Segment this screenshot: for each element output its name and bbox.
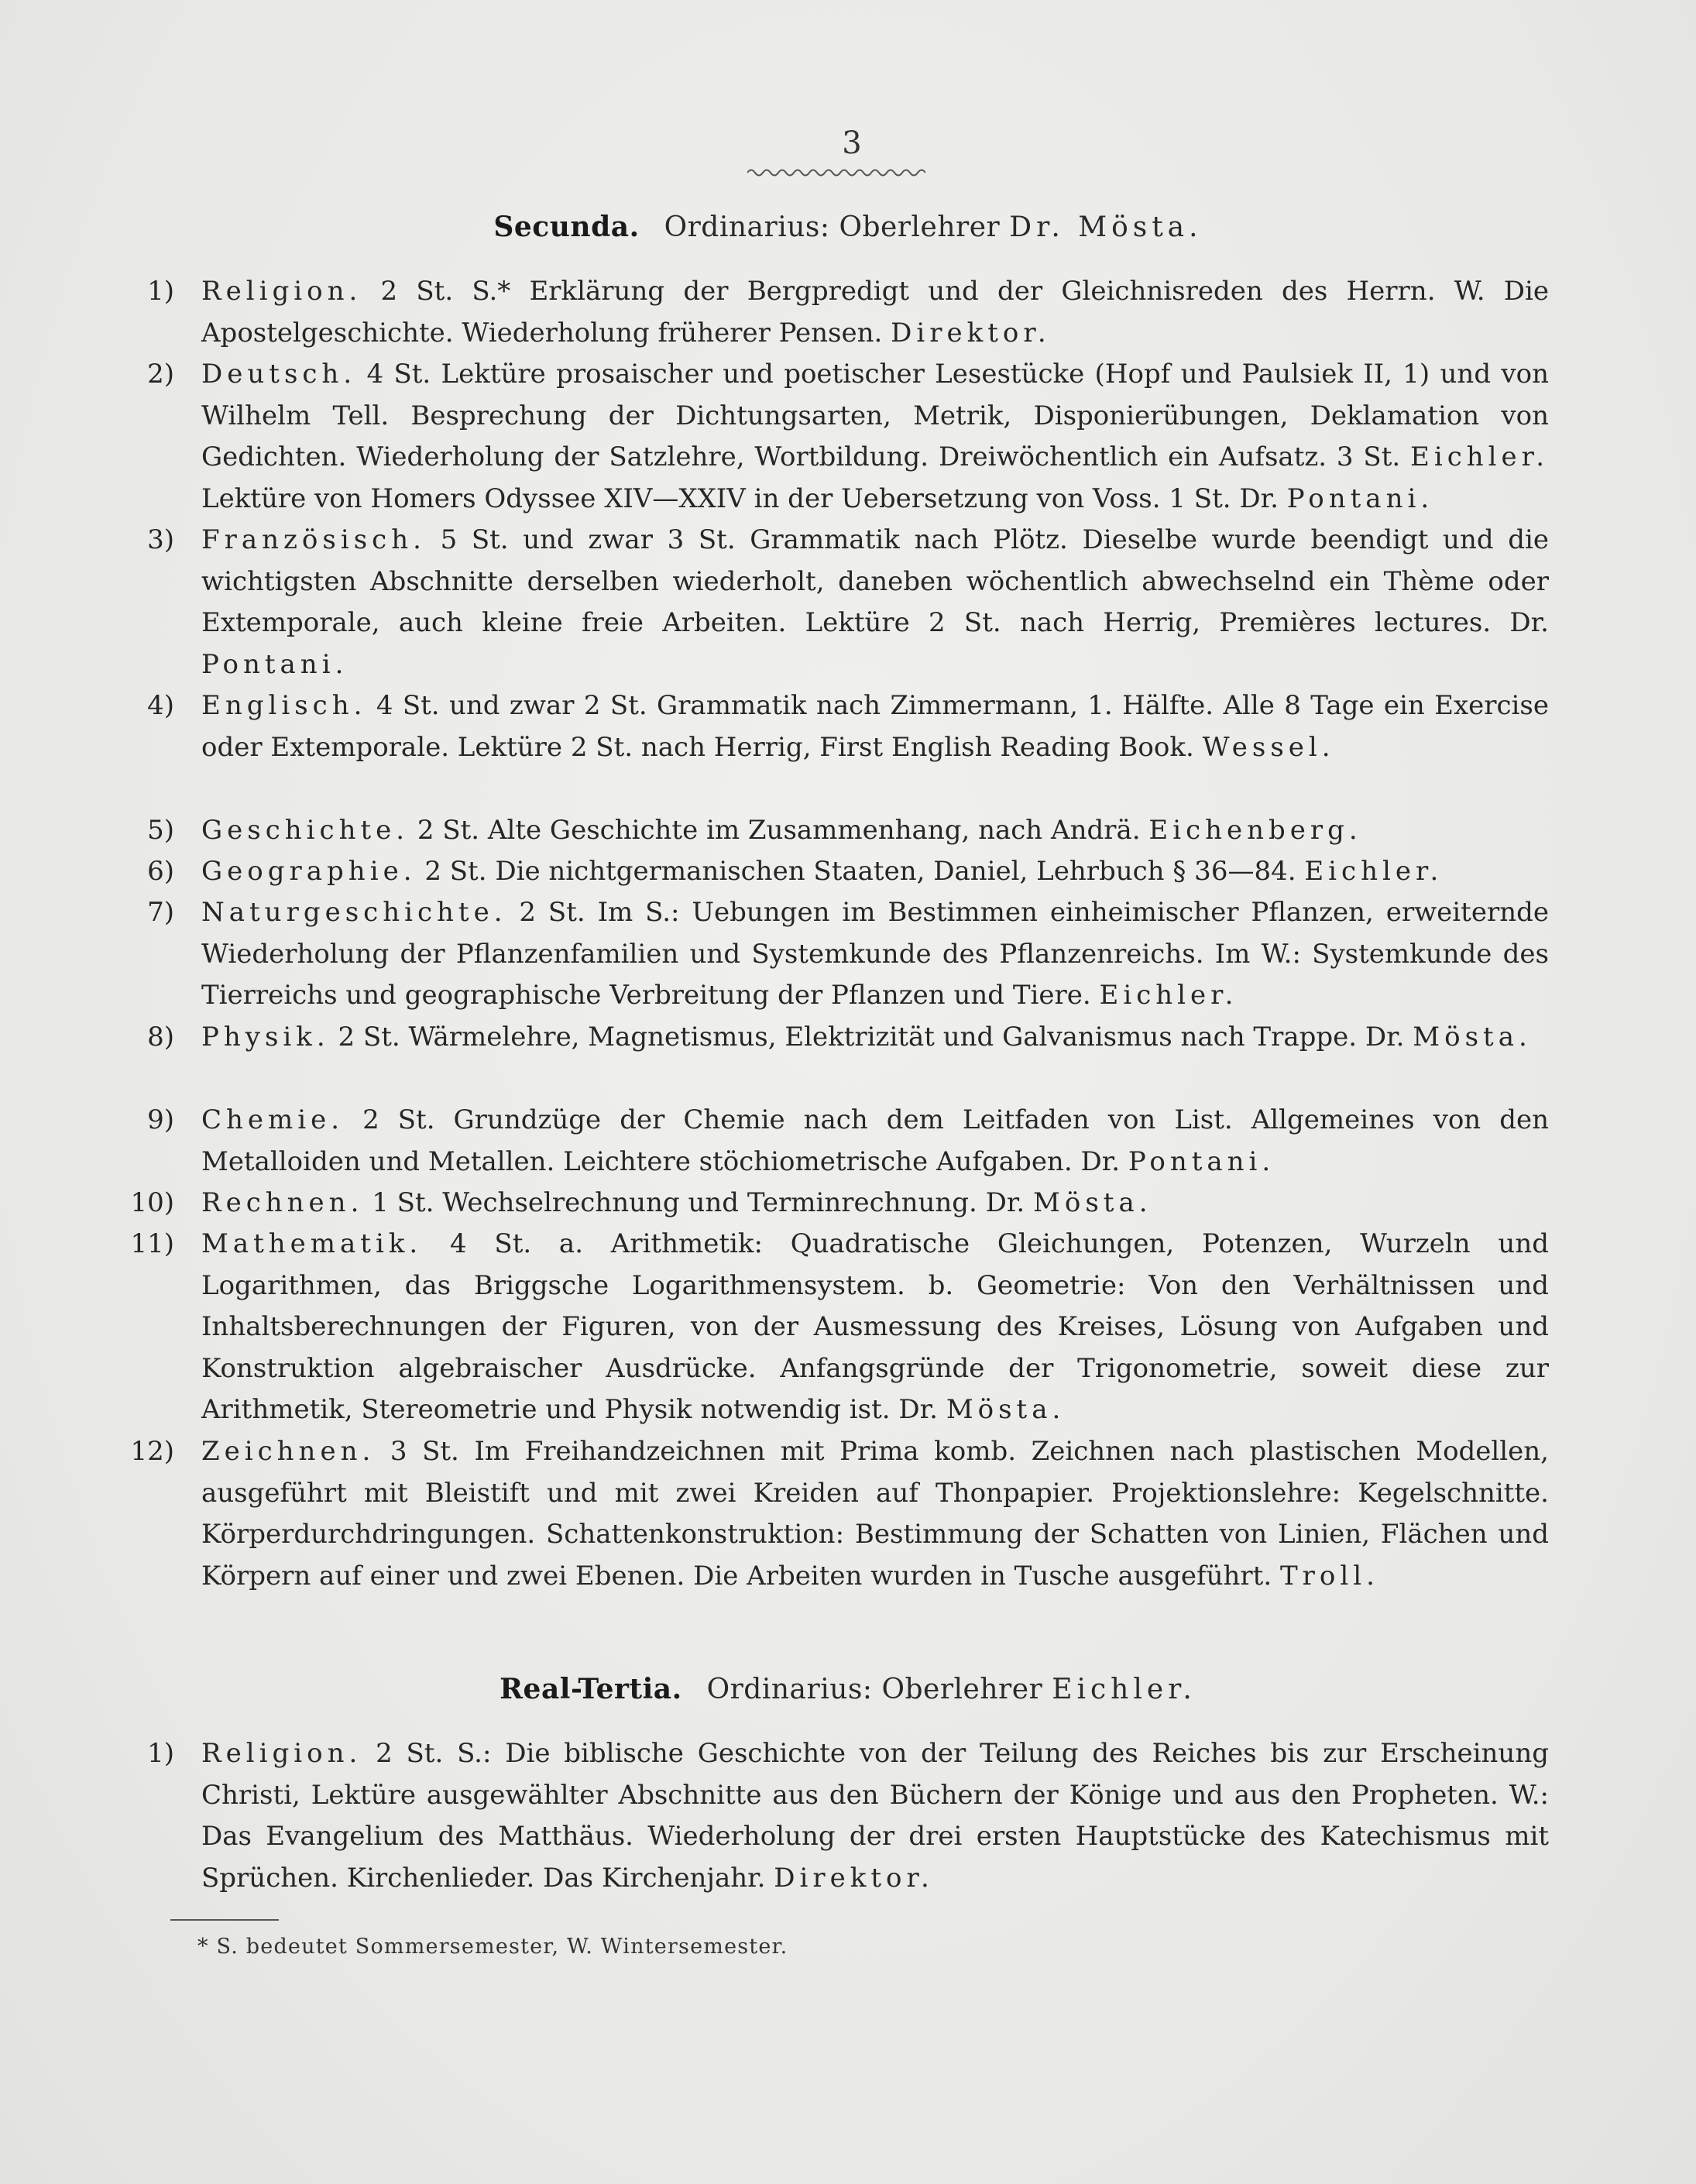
item-text [201, 354, 1549, 520]
teacher: Eichler. [1099, 980, 1238, 1011]
ordinarius-name: Dr. Mösta. [1009, 211, 1203, 243]
footnote: * S. bedeutet Sommersemester, W. Wintersemester. [197, 1935, 788, 1959]
item-body: 2 St. Grundzüge der Chemie nach dem Leitfaden von List. Allgemeines von den Metalloiden und Metallen. Leichtere stöchiometrische Aufgaben. Dr. [201, 1104, 1549, 1177]
section-title: Secunda. [493, 211, 640, 243]
teacher: Mösta. [1413, 1022, 1532, 1053]
item-number: 11) [130, 1228, 174, 1259]
item-body: 4 St. a. Arithmetik: Quadratische Gleichungen, Potenzen, Wurzeln und Logarithmen, das Briggsche Logarithmensystem. b. Geometrie: Von den Verhältnissen und Inhaltsberechnungen der Figuren, von der Ausmessung des Kreises, Lösung von Aufgaben und Konstruktion algebraischer Ausdrücke. Anfangsgründe der Trigonometrie, soweit diese zur Arithmetik, Stereometrie und Physik notwendig ist. Dr. [201, 1228, 1549, 1425]
teacher: Direktor. [774, 1862, 934, 1894]
item-body: 3 St. Im Freihandzeichnen mit Prima komb. Zeichnen nach plastischen Modellen, ausgeführt mit Bleistift und mit zwei Kreiden auf Thonpapier. Projektionslehre: Kegelschnitte. Körperdurchdringungen. Schattenkonstruktion: Bestimmung der Schatten von Linien, Flächen und Körpern auf einer und zwei Ebenen. Die Arbeiten wurden in Tusche ausgeführt. [201, 1436, 1549, 1592]
teacher: Eichler. [1410, 441, 1549, 472]
section-heading-real-tertia [0, 1673, 1696, 1705]
item-number: 8) [147, 1022, 174, 1053]
teacher: Eichler. [1304, 856, 1444, 887]
item-text [201, 1431, 1549, 1597]
item-body: 2 St. S.: Die biblische Geschichte von der Teilung des Reiches bis zur Erscheinung Christi, Lektüre ausgewählter Abschnitte aus den Büchern der Könige und aus den Propheten. W.: Das Evangelium des Matthäus. Wiederholung der drei ersten Hauptstücke des Katechismus mit Sprüchen. Kirchenlieder. Das Kirchenjahr. [201, 1738, 1549, 1894]
item-body: 4 St. Lektüre prosaischer und poetischer Lesestücke (Hopf und Paulsiek II, 1) und von Wilhelm Tell. Besprechung der Dichtungsarten, Metrik, Disponierübungen, Deklamation von Gedichten. Wiederholung der Satzlehre, Wortbildung. Dreiwöchentlich ein Aufsatz. 3 St. [201, 359, 1549, 472]
section-title: Real-Tertia. [500, 1673, 682, 1705]
item-text [201, 1100, 1549, 1183]
item-text [201, 1224, 1549, 1431]
item-number: 6) [147, 856, 174, 887]
teacher: Direktor. [891, 317, 1051, 349]
item-text [201, 1017, 1549, 1059]
subject: Geographie. [201, 856, 417, 887]
section-heading-secunda [0, 211, 1696, 243]
item-body: 1 St. Wechselrechnung und Terminrechnung. Dr. [372, 1187, 1025, 1218]
item-text [201, 685, 1549, 768]
item-number: 10) [130, 1187, 174, 1218]
ordinarius-label: Ordinarius: Oberlehrer [664, 211, 1001, 243]
subject: Zeichnen. [201, 1436, 376, 1467]
subject: Physik. [201, 1022, 330, 1053]
item-number: 12) [130, 1436, 174, 1467]
page-number: 3 [842, 125, 862, 161]
ordinarius-label: Ordinarius: Oberlehrer [706, 1674, 1043, 1705]
teacher: Wessel. [1202, 731, 1335, 763]
item-number: 7) [147, 897, 174, 928]
subject: Chemie. [201, 1104, 345, 1135]
item-body: 2 St. Die nichtgermanischen Staaten, Daniel, Lehrbuch § 36—84. [424, 856, 1296, 887]
teacher: Troll. [1279, 1560, 1379, 1592]
ornament-rule [747, 164, 925, 181]
item-text [201, 1733, 1549, 1899]
subject: Mathematik. [201, 1228, 423, 1259]
item-body: 2 St. Alte Geschichte im Zusammenhang, nach Andrä. [417, 815, 1141, 846]
subject: Religion. [201, 1738, 362, 1769]
subject: Naturgeschichte. [201, 897, 507, 928]
item-body: 4 St. und zwar 2 St. Grammatik nach Zimmermann, 1. Hälfte. Alle 8 Tage ein Exercise oder Extemporale. Lektüre 2 St. nach Herrig, First English Reading Book. [201, 690, 1549, 763]
item-number: 1) [147, 276, 174, 307]
teacher: Mösta. [946, 1394, 1066, 1425]
subject: Geschichte. [201, 815, 410, 846]
subject: Religion. [201, 276, 362, 307]
item-body: 2 St. Wärmelehre, Magnetismus, Elektrizität und Galvanismus nach Trappe. Dr. [338, 1022, 1405, 1053]
item-text [201, 271, 1549, 354]
item-number: 9) [147, 1104, 174, 1135]
item-number: 3) [147, 524, 174, 555]
item-text [201, 892, 1549, 1017]
item-body: 2 St. S.* Erklärung der Bergpredigt und der Gleichnisreden des Herrn. W. Die Apostelgeschichte. Wiederholung früherer Pensen. [201, 276, 1550, 349]
ordinarius-name: Eichler. [1052, 1674, 1196, 1705]
item-text [201, 520, 1549, 685]
item-body: 5 St. und zwar 3 St. Grammatik nach Plötz. Dieselbe wurde beendigt und die wichtigsten Abschnitte derselben wiederholt, daneben wöchentlich abwechselnd ein Thème oder Extemporale, auch kleine freie Arbeiten. Lektüre 2 St. nach Herrig, Premières lectures. Dr. [201, 524, 1549, 638]
subject: Rechnen. [201, 1187, 364, 1218]
teacher: Pontani. [1286, 482, 1434, 514]
item-number: 4) [147, 690, 174, 721]
item-number: 5) [147, 815, 174, 846]
item-text [201, 810, 1549, 852]
teacher: Mösta. [1033, 1187, 1152, 1218]
subject: Englisch. [201, 690, 367, 721]
teacher: Pontani. [1128, 1145, 1275, 1177]
item-number: 2) [147, 359, 174, 390]
subject: Französisch. [201, 524, 426, 555]
item-number: 1) [147, 1738, 174, 1769]
item-text [201, 851, 1549, 893]
item-body: 2 St. Im S.: Uebungen im Bestimmen einheimischer Pflanzen, erweiternde Wiederholung der Pflanzenfamilien und Systemkunde des Pflanzenreichs. Im W.: Systemkunde des Tierreichs und geographische Verbreitung der Pflanzen und Tiere. [201, 897, 1549, 1011]
subject: Deutsch. [201, 359, 357, 390]
teacher: Pontani. [201, 648, 348, 680]
item-text [201, 1183, 1549, 1224]
item-body-continued: Lektüre von Homers Odyssee XIV—XXIV in der Uebersetzung von Voss. 1 St. Dr. [201, 482, 1279, 514]
teacher: Eichenberg. [1148, 815, 1362, 846]
footnote-divider [170, 1919, 279, 1921]
